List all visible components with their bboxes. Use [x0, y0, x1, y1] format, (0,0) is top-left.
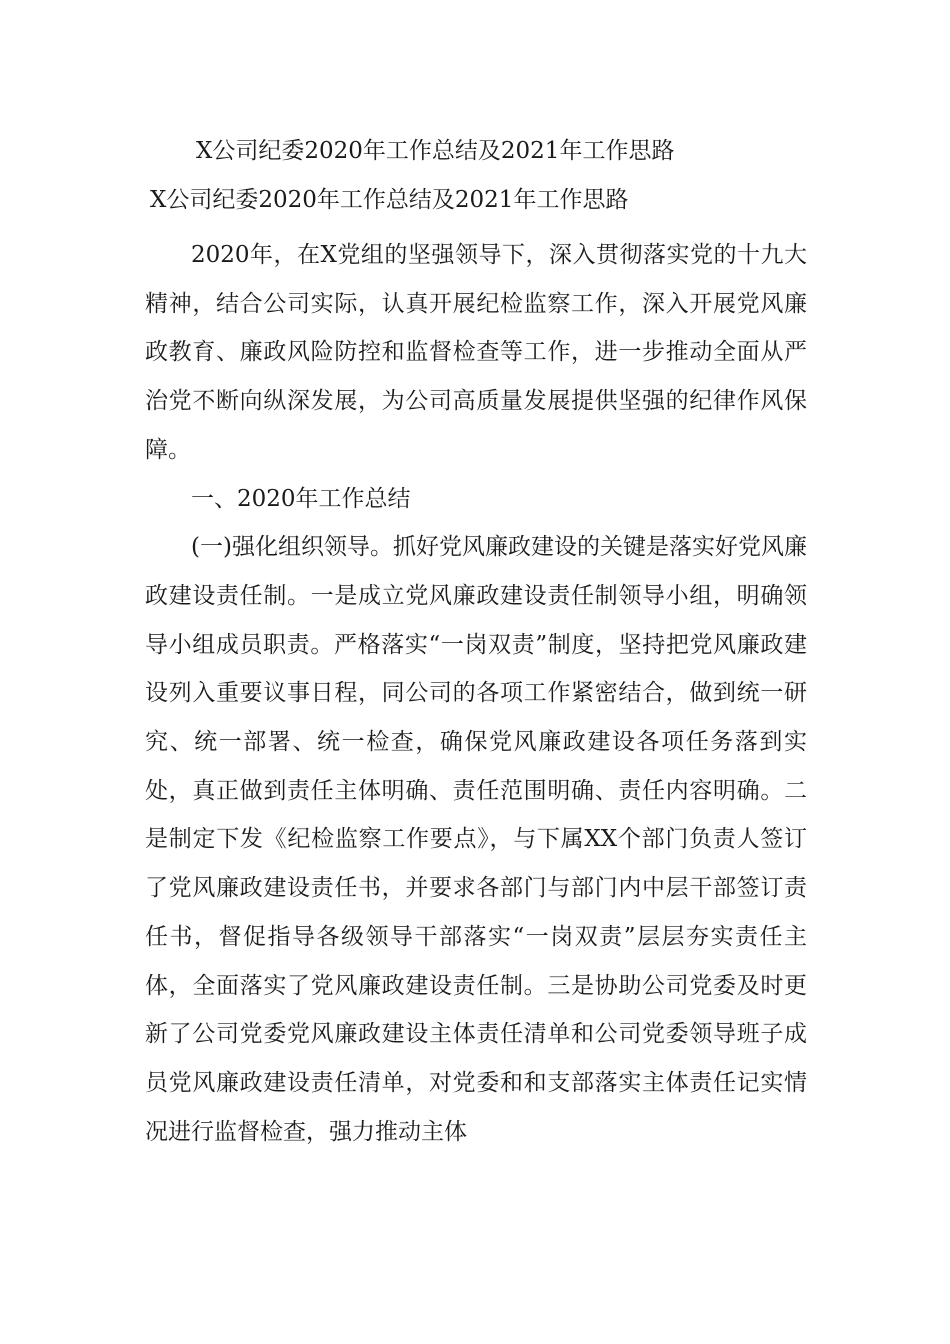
document-body — [145, 231, 807, 1156]
section-heading: 一、2020年工作总结 — [191, 485, 411, 512]
document-title: X公司纪委2020年工作总结及2021年工作思路 — [196, 138, 675, 164]
section-paragraph: (一)强化组织领导。抓好党风廉政建设的关键是落实好党风廉政建设责任制。一是成立党风廉政建设责任制领导小组，明确领导小组成员职责。严格落实“一岗双责”制度，坚持把党风廉政建设列入重要议事日程，同公司的各项工作紧密结合，做到统一研究、统一部署、统一检查，确保党风廉政建设各项任务落到实处，真正做到责任主体明确、责任范围明确、责任内容明确。二是制定下发《纪检监察工作要点》，与下属XX个部门负责人签订了党风廉政建设责任书，并要求各部门与部门内中层干部签订责任书，督促指导各级领导干部落实“一岗双责”层层夯实责任主体，全面落实了党风廉政建设责任制。三是协助公司党委及时更新了公司党委党风廉政建设主体责任清单和公司党委领导班子成员党风廉政建设责任清单，对党委和和支部落实主体责任记实情况进行监督检查，强力推动主体 — [145, 534, 807, 1145]
document-subtitle: X公司纪委2020年工作总结及2021年工作思路 — [150, 187, 629, 213]
intro-paragraph: 2020年，在X党组的坚强领导下，深入贯彻落实党的十九大精神，结合公司实际，认真开展纪检监察工作，深入开展党风廉政教育、廉政风险防控和监督检查等工作，进一步推动全面从严治党不断向纵深发展，为公司高质量发展提供坚强的纪律作风保障。 — [145, 242, 807, 463]
